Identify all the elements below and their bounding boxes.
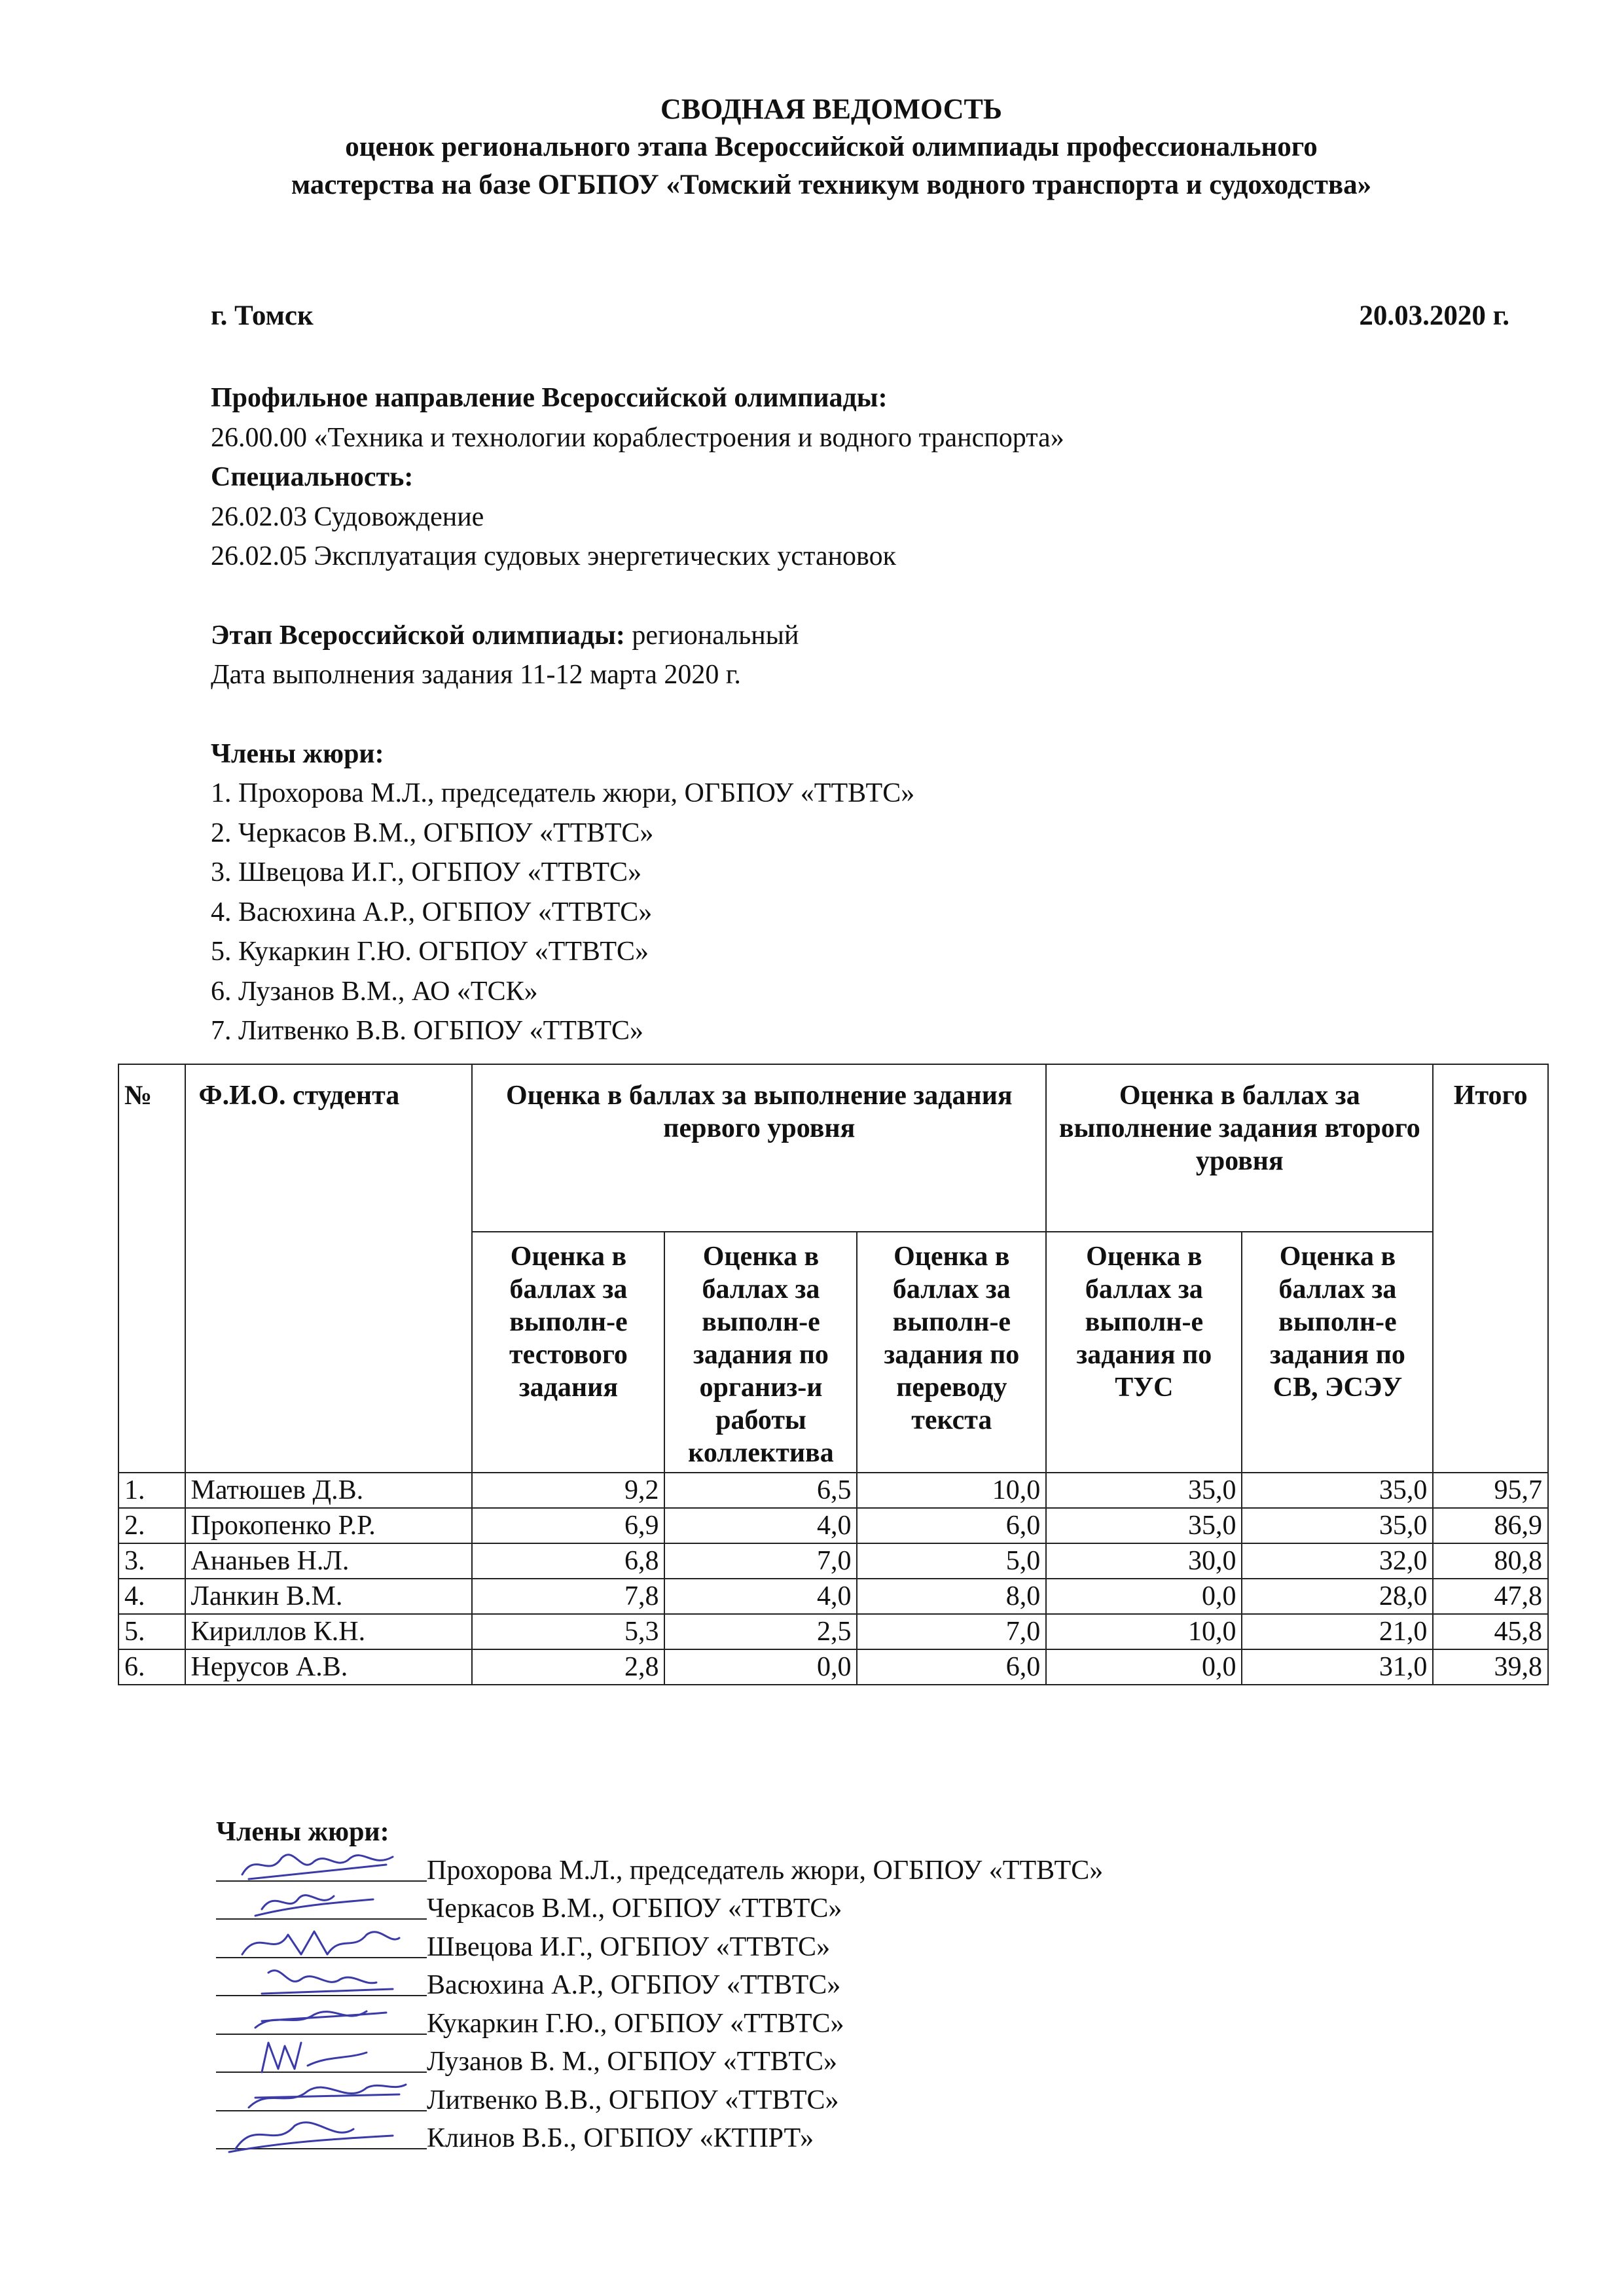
row-num: 3. [118, 1543, 185, 1579]
document-title: СВОДНАЯ ВЕДОМОСТЬ [660, 93, 1002, 125]
row-score: 4,0 [664, 1579, 857, 1614]
row-num: 4. [118, 1579, 185, 1614]
row-student: Ананьев Н.Л. [185, 1543, 473, 1579]
signature-block [216, 1813, 1103, 2158]
row-score: 7,8 [472, 1579, 664, 1614]
profile-label: Профильное направление Всероссийской олимпиады: [211, 383, 888, 413]
header-level-1: Оценка в баллах за выполнение задания первого уровня [472, 1064, 1046, 1232]
row-score: 21,0 [1242, 1614, 1433, 1649]
header-level-2: Оценка в баллах за выполнение задания второго уровня [1046, 1064, 1433, 1232]
row-score: 6,0 [857, 1508, 1046, 1543]
row-score: 2,5 [664, 1614, 857, 1649]
document-title-block [196, 90, 1466, 204]
row-score: 0,0 [664, 1649, 857, 1685]
row-student: Прокопенко Р.Р. [185, 1508, 473, 1543]
row-total: 95,7 [1433, 1473, 1548, 1508]
header-team-task: Оценка в баллах за выполн-е задания по организ-и работы коллектива [664, 1232, 857, 1473]
row-score: 0,0 [1046, 1649, 1242, 1685]
row-total: 45,8 [1433, 1614, 1548, 1649]
row-score: 6,0 [857, 1649, 1046, 1685]
jury-member: 2. Черкасов В.М., ОГБПОУ «ТТВТС» [211, 817, 654, 848]
header-fio: Ф.И.О. студента [185, 1064, 473, 1473]
row-score: 35,0 [1046, 1473, 1242, 1508]
signature-name: Кукаркин Г.Ю., ОГБПОУ «ТТВТС» [427, 2008, 844, 2039]
row-score: 10,0 [1046, 1614, 1242, 1649]
document-subtitle-line-2: мастерства на базе ОГБПОУ «Томский техникум водного транспорта и судоходства» [291, 170, 1372, 200]
signature-name: Черкасов В.М., ОГБПОУ «ТТВТС» [427, 1893, 842, 1924]
row-score: 4,0 [664, 1508, 857, 1543]
signature-label: Члены жюри: [216, 1817, 389, 1847]
signature-name: Васюхина А.Р., ОГБПОУ «ТТВТС» [427, 1970, 841, 2000]
stage-value: региональный [624, 620, 799, 651]
header-total: Итого [1433, 1064, 1548, 1473]
row-student: Ланкин В.М. [185, 1579, 473, 1614]
signature-name: Лузанов В. М., ОГБПОУ «ТТВТС» [427, 2047, 838, 2077]
scores-table [118, 1064, 1549, 1685]
table-row [118, 1649, 1548, 1685]
row-score: 35,0 [1242, 1473, 1433, 1508]
row-score: 5,3 [472, 1614, 664, 1649]
row-student: Матюшев Д.В. [185, 1473, 473, 1508]
handwritten-signature [223, 2106, 412, 2159]
row-num: 6. [118, 1649, 185, 1685]
table-row [118, 1508, 1548, 1543]
header-num: № [118, 1064, 185, 1473]
row-score: 6,8 [472, 1543, 664, 1579]
place: г. Томск [211, 300, 314, 331]
row-student: Нерусов А.В. [185, 1649, 473, 1685]
signature-name: Литвенко В.В., ОГБПОУ «ТТВТС» [427, 2085, 839, 2115]
jury-member: 4. Васюхина А.Р., ОГБПОУ «ТТВТС» [211, 897, 653, 927]
jury-member: 7. Литвенко В.В. ОГБПОУ «ТТВТС» [211, 1016, 644, 1046]
row-score: 28,0 [1242, 1579, 1433, 1614]
row-score: 6,9 [472, 1508, 664, 1543]
signature-name: Клинов В.Б., ОГБПОУ «КТПРТ» [427, 2123, 814, 2153]
profile-value: 26.00.00 «Техника и технологии кораблестроения и водного транспорта» [211, 422, 1064, 453]
place-date-row [211, 297, 1509, 335]
specialty-item: 26.02.05 Эксплуатация судовых энергетических установок [211, 541, 897, 571]
row-total: 80,8 [1433, 1543, 1548, 1579]
row-score: 35,0 [1046, 1508, 1242, 1543]
jury-label: Члены жюри: [211, 738, 384, 769]
specialty-label: Специальность: [211, 462, 414, 492]
table-row [118, 1579, 1548, 1614]
olympiad-info [211, 378, 1454, 1051]
jury-member: 3. Швецова И.Г., ОГБПОУ «ТТВТС» [211, 857, 642, 888]
stage-label: Этап Всероссийской олимпиады: [211, 620, 625, 651]
document-subtitle-line-1: оценок регионального этапа Всероссийской олимпиады профессионального [345, 132, 1318, 162]
task-date: Дата выполнения задания 11-12 марта 2020 г. [211, 660, 741, 690]
row-total: 47,8 [1433, 1579, 1548, 1614]
jury-member: 1. Прохорова М.Л., председатель жюри, ОГБПОУ «ТТВТС» [211, 778, 915, 808]
row-score: 7,0 [664, 1543, 857, 1579]
header-sv-eseu-task: Оценка в баллах за выполн-е задания по СВ, ЭСЭУ [1242, 1232, 1433, 1473]
signature-row [216, 2119, 1103, 2158]
row-score: 10,0 [857, 1473, 1046, 1508]
signature-name: Швецова И.Г., ОГБПОУ «ТТВТС» [427, 1931, 831, 1962]
table-row [118, 1614, 1548, 1649]
row-total: 86,9 [1433, 1508, 1548, 1543]
row-num: 1. [118, 1473, 185, 1508]
table-row [118, 1543, 1548, 1579]
row-total: 39,8 [1433, 1649, 1548, 1685]
row-student: Кириллов К.Н. [185, 1614, 473, 1649]
signature-name: Прохорова М.Л., председатель жюри, ОГБПОУ «ТТВТС» [427, 1855, 1104, 1886]
stage-line [211, 616, 1454, 656]
jury-member: 6. Лузанов В.М., АО «ТСК» [211, 976, 538, 1007]
row-score: 9,2 [472, 1473, 664, 1508]
row-score: 32,0 [1242, 1543, 1433, 1579]
row-score: 30,0 [1046, 1543, 1242, 1579]
row-score: 0,0 [1046, 1579, 1242, 1614]
row-score: 2,8 [472, 1649, 664, 1685]
table-header-row [118, 1064, 1548, 1232]
row-score: 8,0 [857, 1579, 1046, 1614]
jury-member: 5. Кукаркин Г.Ю. ОГБПОУ «ТТВТС» [211, 937, 649, 967]
row-score: 5,0 [857, 1543, 1046, 1579]
row-num: 5. [118, 1614, 185, 1649]
header-translation-task: Оценка в баллах за выполн-е задания по переводу текста [857, 1232, 1046, 1473]
table-row [118, 1473, 1548, 1508]
row-num: 2. [118, 1508, 185, 1543]
header-test-task: Оценка в баллах за выполн-е тестового задания [472, 1232, 664, 1473]
row-score: 6,5 [664, 1473, 857, 1508]
row-score: 31,0 [1242, 1649, 1433, 1685]
signature-line [216, 2119, 427, 2149]
header-tus-task: Оценка в баллах за выполн-е задания по ТУС [1046, 1232, 1242, 1473]
row-score: 7,0 [857, 1614, 1046, 1649]
document-date: 20.03.2020 г. [1359, 300, 1509, 331]
row-score: 35,0 [1242, 1508, 1433, 1543]
specialty-item: 26.02.03 Судовождение [211, 501, 484, 532]
